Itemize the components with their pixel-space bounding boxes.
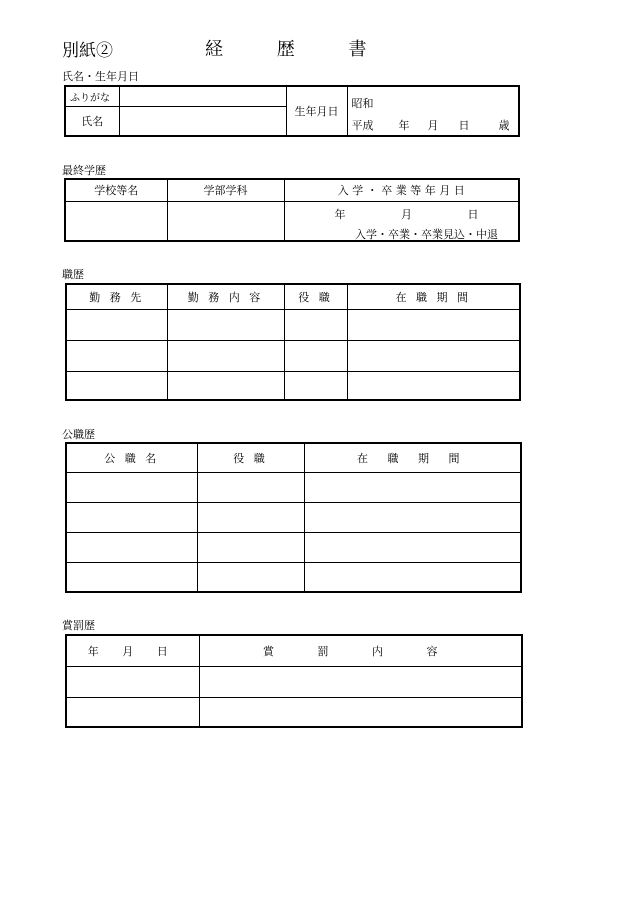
table-cell[interactable]: [304, 562, 521, 592]
col-school: 学校等名: [65, 179, 167, 201]
table-cell[interactable]: [304, 502, 521, 532]
education-section-label: 最終学歴: [62, 164, 106, 177]
table-cell[interactable]: [199, 666, 522, 697]
table-cell[interactable]: [304, 532, 521, 562]
table-cell[interactable]: [66, 697, 199, 727]
day-unit: 日: [458, 119, 470, 132]
birthdate-field[interactable]: [347, 86, 519, 136]
education-table: [64, 178, 520, 242]
table-cell[interactable]: [66, 532, 197, 562]
table-cell[interactable]: [66, 562, 197, 592]
col-reward-content: 賞 罰 内 容: [199, 635, 522, 666]
table-cell[interactable]: [66, 371, 167, 400]
attachment-label: 別紙②: [62, 41, 113, 61]
table-cell[interactable]: [167, 340, 284, 371]
col-office-name: 公 職 名: [66, 443, 197, 472]
table-cell[interactable]: [66, 309, 167, 340]
public-office-table: [65, 442, 522, 593]
col-faculty: 学部学科: [167, 179, 284, 201]
name-label: 氏名: [65, 106, 119, 136]
age-unit: 歳: [498, 119, 510, 132]
personal-table: [64, 85, 520, 137]
personal-section-label: 氏名・生年月日: [62, 70, 139, 83]
birthdate-label: 生年月日: [286, 86, 347, 136]
document-title: 経 歴 書: [205, 39, 391, 60]
table-cell[interactable]: [167, 371, 284, 400]
table-cell[interactable]: [197, 532, 304, 562]
name-field[interactable]: [119, 106, 286, 136]
col-tenure: 在 職 期 間: [347, 284, 520, 309]
table-cell[interactable]: [197, 472, 304, 502]
table-cell[interactable]: [347, 340, 520, 371]
table-cell[interactable]: [66, 666, 199, 697]
edu-status-options: 入学・卒業・卒業見込・中退: [355, 227, 498, 241]
table-cell[interactable]: [197, 562, 304, 592]
edu-date-units: 年 月 日: [334, 207, 505, 221]
col-position: 役 職: [284, 284, 347, 309]
table-cell[interactable]: [284, 309, 347, 340]
table-cell[interactable]: [304, 472, 521, 502]
rewards-section-label: 賞罰歴: [62, 619, 95, 632]
col-office-position: 役 職: [197, 443, 304, 472]
era-heisei: 平成: [351, 119, 374, 132]
year-unit: 年: [398, 119, 410, 132]
furigana-field[interactable]: [119, 86, 286, 106]
table-cell[interactable]: [284, 371, 347, 400]
table-cell[interactable]: [347, 309, 520, 340]
furigana-label: ふりがな: [65, 86, 119, 106]
col-reward-date: 年 月 日: [66, 635, 199, 666]
table-cell[interactable]: [347, 371, 520, 400]
table-cell[interactable]: [197, 502, 304, 532]
col-office-tenure: 在 職 期 間: [304, 443, 521, 472]
work-section-label: 職歴: [62, 268, 84, 281]
col-dates: 入 学 ・ 卒 業 等 年 月 日: [284, 179, 519, 201]
table-cell[interactable]: [167, 309, 284, 340]
rewards-table: [65, 634, 523, 728]
public-office-section-label: 公職歴: [62, 428, 95, 441]
table-cell[interactable]: [66, 472, 197, 502]
faculty-field[interactable]: [167, 201, 284, 241]
col-job-content: 勤 務 内 容: [167, 284, 284, 309]
work-history-table: [65, 283, 521, 401]
table-cell[interactable]: [284, 340, 347, 371]
month-unit: 月: [427, 119, 439, 132]
education-date-field[interactable]: [284, 201, 519, 241]
school-field[interactable]: [65, 201, 167, 241]
table-cell[interactable]: [199, 697, 522, 727]
col-employer: 勤 務 先: [66, 284, 167, 309]
table-cell[interactable]: [66, 340, 167, 371]
table-cell[interactable]: [66, 502, 197, 532]
era-showa: 昭和: [351, 97, 374, 110]
